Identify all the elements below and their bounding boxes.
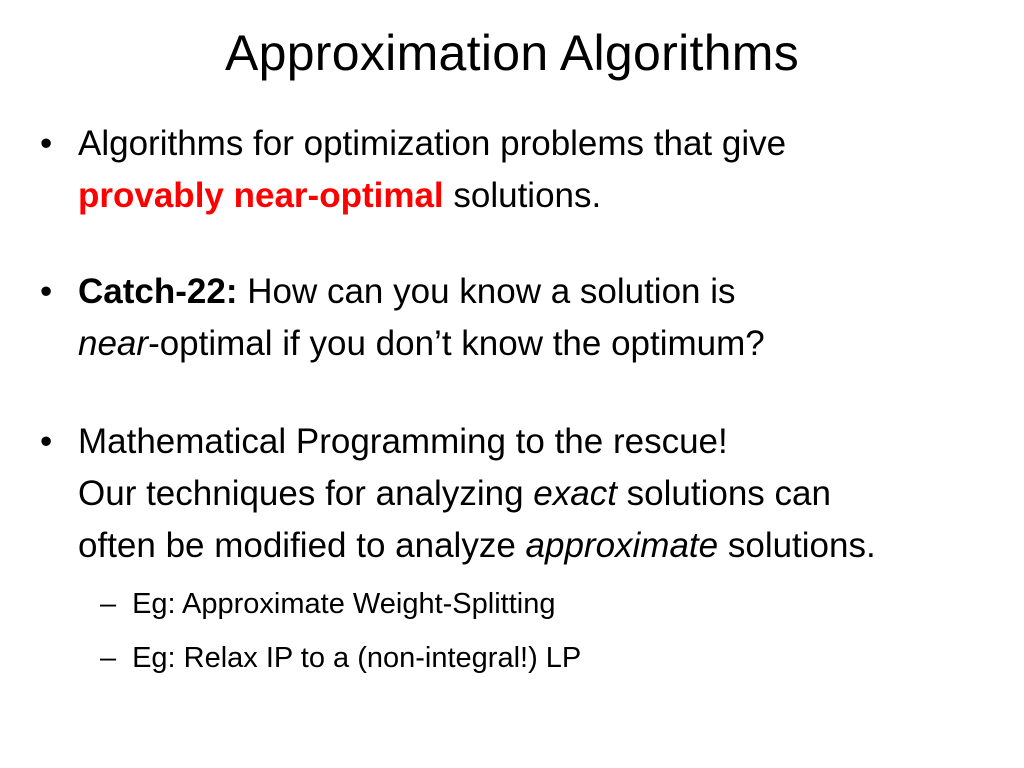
- bullet-marker: •: [40, 124, 53, 163]
- bullet-text: solutions.: [443, 176, 602, 215]
- highlight-text: provably near-optimal: [78, 176, 444, 215]
- bullet-text: often be modified to analyze: [78, 526, 526, 565]
- italic-text: approximate: [525, 526, 719, 565]
- bullet-text: solutions can: [616, 474, 831, 513]
- dash-marker: –: [100, 588, 117, 620]
- bold-label: Catch-22:: [78, 272, 238, 311]
- sub-bullet-text: Eg: Relax IP to a (non-integral!) LP: [132, 642, 582, 674]
- bullet-line: [78, 520, 1008, 572]
- bullet-marker: •: [40, 272, 53, 311]
- bullet-line: Algorithms for optimization problems that give: [78, 124, 787, 163]
- bullet-body: [78, 118, 1008, 222]
- bullet-line: [78, 266, 1008, 318]
- sub-bullet-text: Eg: Approximate Weight-Splitting: [132, 588, 556, 620]
- bullet-body: [78, 266, 1008, 370]
- dash-marker: –: [100, 642, 117, 674]
- bullet-line: [78, 468, 1008, 520]
- bullet-text: -optimal if you don’t know the optimum?: [148, 324, 765, 363]
- sub-bullet-weight-splitting: [100, 584, 980, 624]
- bullet-text: Our techniques for analyzing: [78, 474, 534, 513]
- bullet-line: Mathematical Programming to the rescue!: [78, 422, 728, 461]
- italic-text: near: [78, 324, 149, 363]
- bullet-line: [78, 170, 1008, 222]
- bullet-line: [78, 318, 1008, 370]
- italic-text: exact: [533, 474, 617, 513]
- bullet-body: [78, 416, 1008, 572]
- bullet-text: How can you know a solution is: [237, 272, 736, 311]
- slide-title: Approximation Algorithms: [224, 25, 800, 81]
- sub-bullet-relax-ip: [100, 638, 980, 678]
- bullet-text: solutions.: [718, 526, 876, 565]
- bullet-marker: •: [40, 422, 53, 461]
